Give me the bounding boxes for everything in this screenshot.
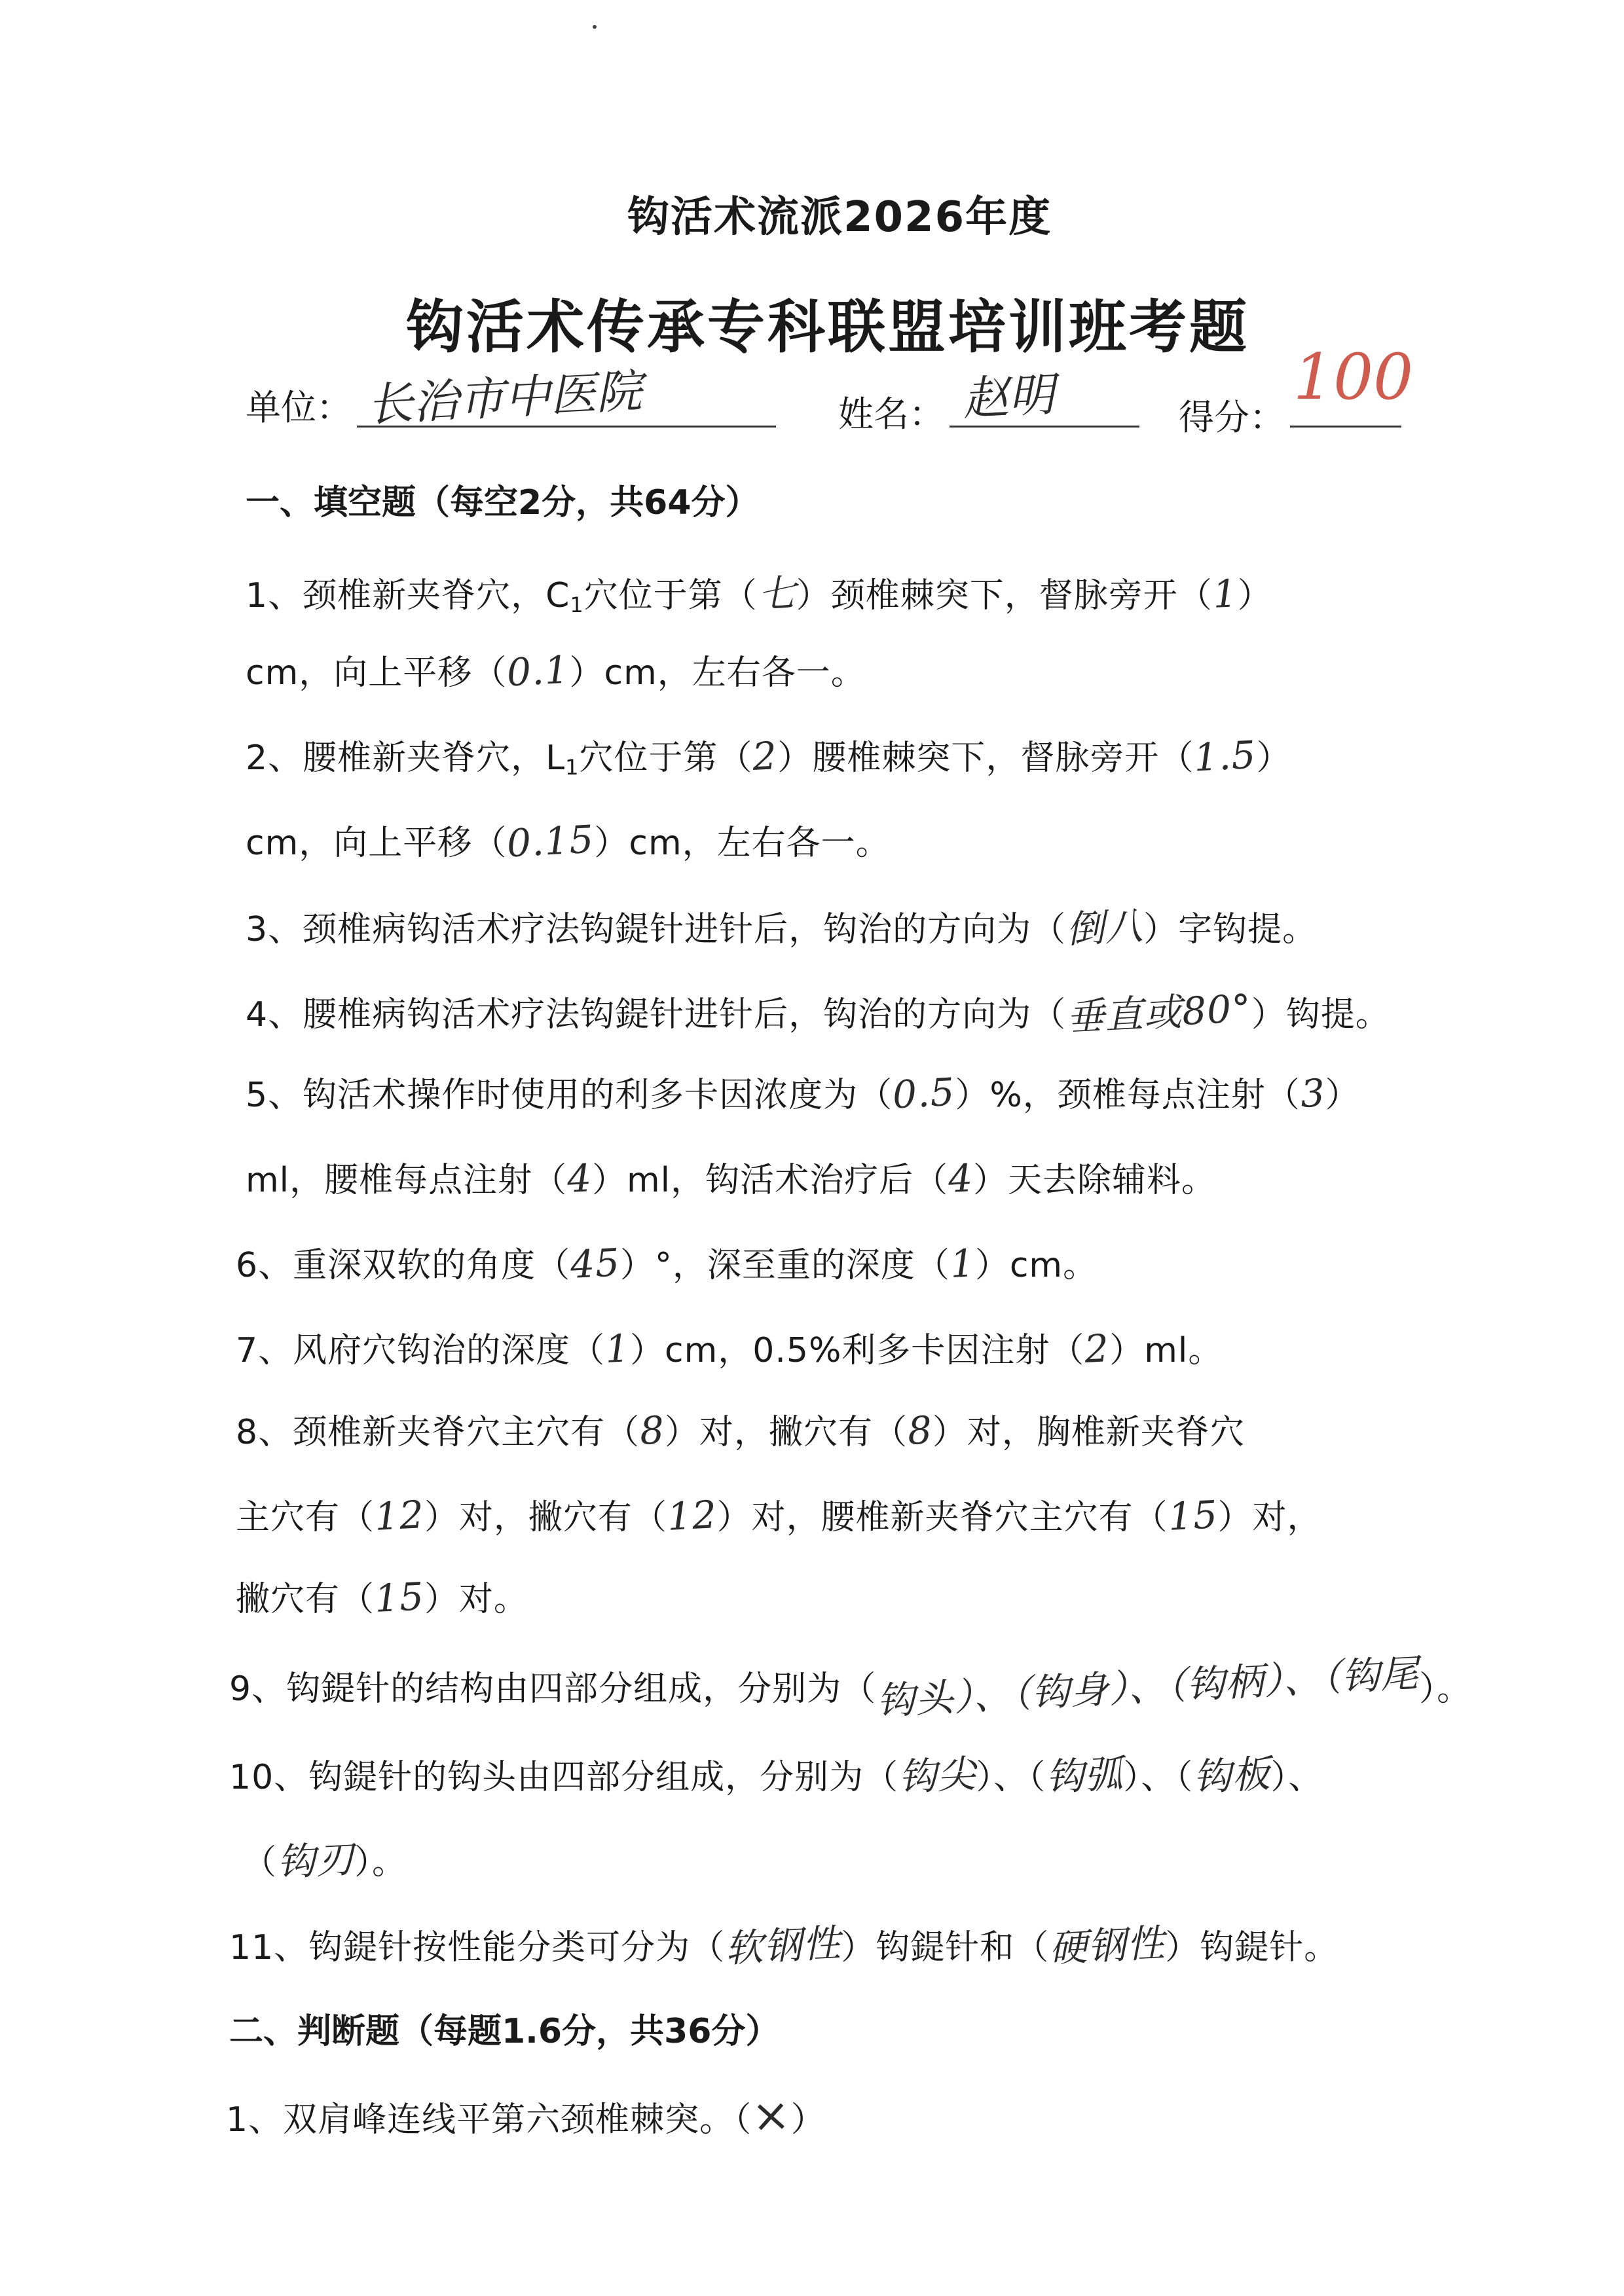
q8-answer-3: 12: [373, 1492, 426, 1539]
q5-answer-3: 4: [566, 1156, 593, 1201]
q10-answer-2: 钩弧: [1044, 1751, 1125, 1800]
unit-label: 单位：: [246, 387, 352, 428]
page-title: 钩活术传承专科联盟培训班考题: [406, 293, 1250, 361]
q7-answer-2: 2: [1083, 1326, 1111, 1372]
q5-line1: 5、钩活术操作时使用的利多卡因浓度为（0.5）%，颈椎每点注射（3）: [246, 1069, 1360, 1118]
name-underline: [950, 426, 1139, 428]
s2-q1: 1、双肩峰连线平第六颈椎棘突。（×）: [226, 2087, 826, 2143]
q8-answer-1: 8: [638, 1408, 666, 1453]
q8-line3: 撇穴有（15）对。: [236, 1574, 528, 1621]
q11-answer-1: 软钢性: [724, 1920, 843, 1971]
q4-answer: 垂直或80°: [1065, 985, 1253, 1040]
q8-answer-4: 12: [666, 1492, 718, 1539]
score-label: 得分：: [1179, 397, 1285, 438]
q5-answer-4: 4: [947, 1156, 974, 1201]
s2-q1-answer: ×: [750, 2087, 792, 2143]
q8-answer-5: 15: [1166, 1492, 1219, 1539]
scan-speck: [593, 25, 597, 29]
q2-answer-1: 2: [751, 733, 779, 779]
q6: 6、重深双软的角度（45）°，深至重的深度（1）cm。: [236, 1240, 1098, 1287]
q7-answer-1: 1: [604, 1326, 631, 1372]
q3-answer: 倒八: [1065, 903, 1145, 953]
name-label: 姓名：: [838, 393, 944, 435]
q2-line2: cm，向上平移（0.15）cm，左右各一。: [246, 816, 891, 866]
q3: 3、颈椎病钩活术疗法钩鍉针进针后，钩治的方向为（倒八）字钩提。: [246, 897, 1317, 952]
q1-answer-1: 七: [756, 570, 798, 617]
q8-answer-2: 8: [906, 1408, 934, 1453]
q2-line1: 2、腰椎新夹脊穴，$L_1$穴位于第（2）腰椎棘突下，督脉旁开（1.5）: [246, 732, 1291, 780]
q5-answer-2: 3: [1299, 1070, 1327, 1116]
q9-answer: 钩头）、（钩身）、（钩柄）、（钩尾: [876, 1650, 1420, 1724]
q10-line2: （钩刃）。: [242, 1830, 407, 1885]
q5-line2: ml，腰椎每点注射（4）ml，钩活术治疗后（4）天去除辅料。: [246, 1156, 1217, 1201]
unit-value: 长治市中医院: [365, 364, 644, 432]
q7: 7、风府穴钩治的深度（1）cm，0.5%利多卡因注射（2）ml。: [236, 1326, 1223, 1372]
q8-answer-6: 15: [373, 1574, 426, 1621]
section2-heading: 二、判断题（每题1.6分，共36分）: [229, 2012, 780, 2051]
q6-answer-2: 1: [949, 1241, 976, 1286]
q1-line1: 1、颈椎新夹脊穴，$C_1$穴位于第（七）颈椎棘突下，督脉旁开（1）: [246, 563, 1272, 618]
q11: 11、钩鍉针按性能分类可分为（软钢性）钩鍉针和（硬钢性）钩鍉针。: [229, 1915, 1338, 1970]
name-value: 赵明: [961, 367, 1056, 426]
q10-answer-4: 钩刃: [276, 1836, 356, 1886]
score-value: 100: [1293, 340, 1414, 414]
q10-answer-3: 钩板: [1192, 1751, 1272, 1800]
q1-line2: cm，向上平移（0.1）cm，左右各一。: [246, 647, 866, 695]
q1-answer-2: 1: [1211, 571, 1239, 617]
q6-answer-1: 45: [569, 1240, 621, 1287]
q10-line1: 10、钩鍉针的钩头由四部分组成，分别为（钩尖）、（钩弧）、（钩板）、: [229, 1745, 1323, 1800]
q8-line1: 8、颈椎新夹脊穴主穴有（8）对，撇穴有（8）对，胸椎新夹脊穴: [236, 1408, 1245, 1453]
q9: 9、钩鍉针的结构由四部分组成，分别为（钩头）、（钩身）、（钩柄）、（钩尾）。: [229, 1656, 1471, 1711]
q8-line2: 主穴有（12）对，撇穴有（12）对，腰椎新夹脊穴主穴有（15）对，: [236, 1492, 1322, 1539]
q5-answer-1: 0.5: [891, 1069, 957, 1118]
score-underline: [1290, 426, 1401, 428]
title-year: 钩活术流派2026年度: [627, 193, 1052, 242]
q10-answer-1: 钩尖: [897, 1751, 978, 1800]
section1-heading: 一、填空题（每空2分，共64分）: [246, 483, 760, 522]
q1-answer-3: 0.1: [506, 647, 571, 695]
unit-underline: [357, 426, 776, 428]
q11-answer-2: 硬钢性: [1048, 1920, 1167, 1971]
q2-answer-2: 1.5: [1192, 732, 1258, 780]
q4: 4、腰椎病钩活术疗法钩鍉针进针后，钩治的方向为（垂直或80°）钩提。: [246, 982, 1390, 1037]
q2-answer-3: 0.15: [506, 816, 596, 866]
